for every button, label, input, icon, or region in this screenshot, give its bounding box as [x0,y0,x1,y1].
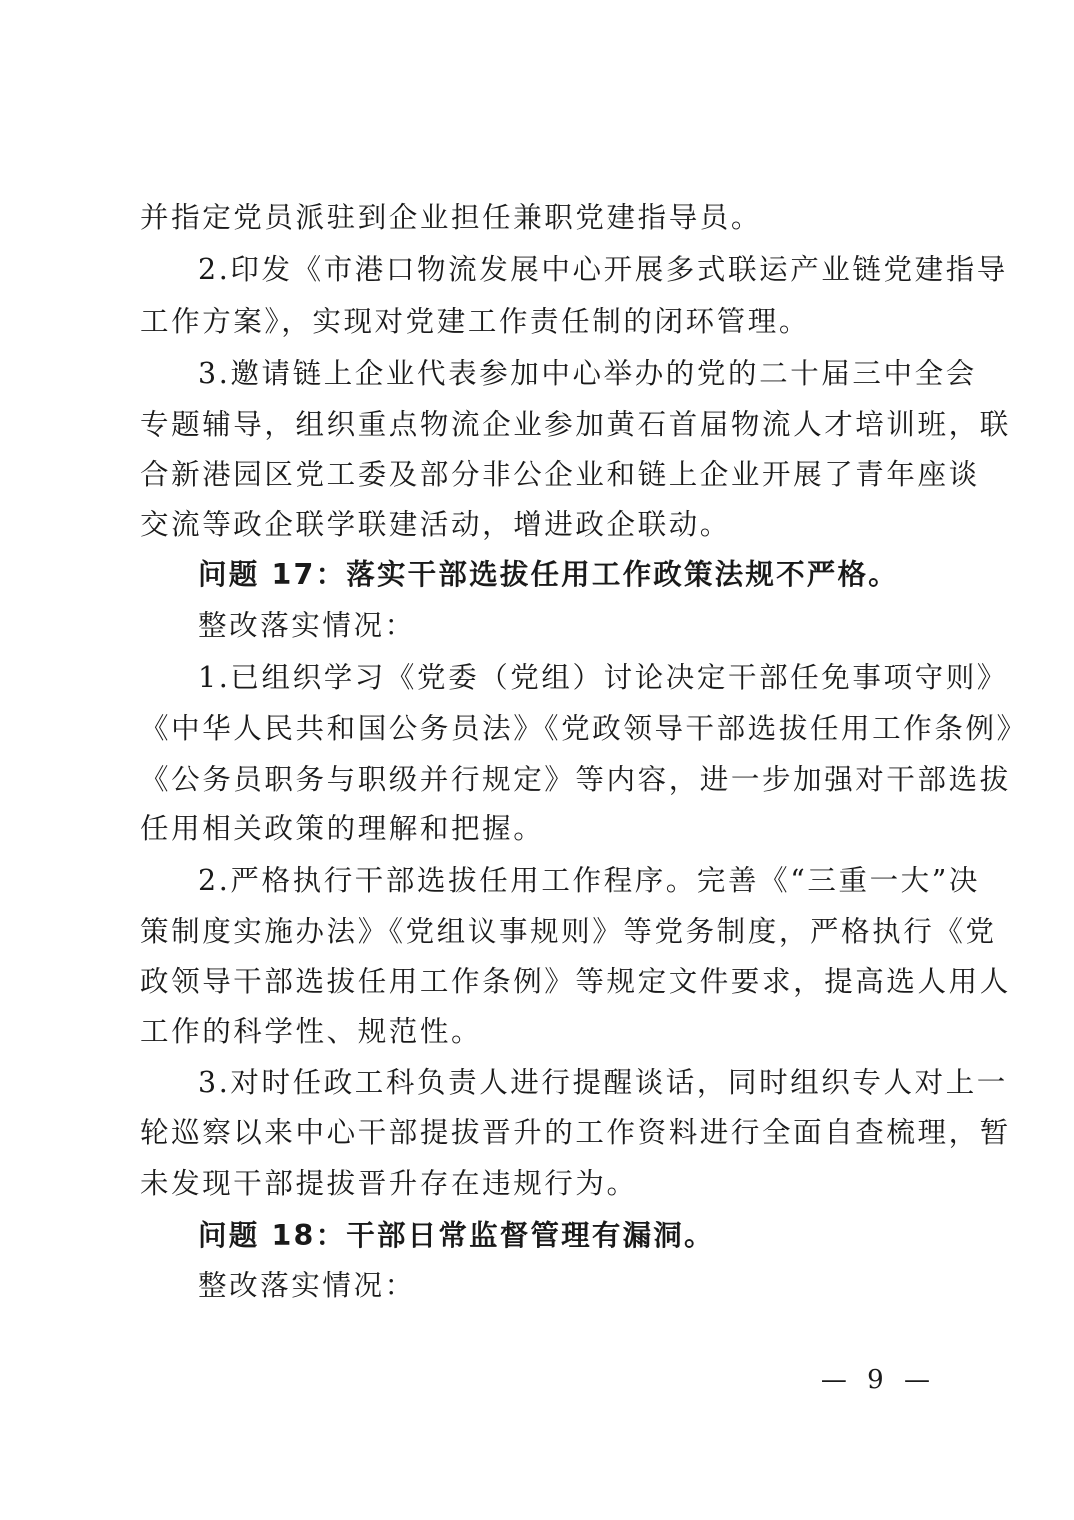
body-text-line: 专题辅导，组织重点物流企业参加黄石首届物流人才培训班，联 [140,408,1011,441]
body-text-line: 轮巡察以来中心干部提拔晋升的工作资料进行全面自查梳理，暂 [140,1116,1011,1149]
section-heading: 问题 18：干部日常监督管理有漏洞。 [198,1219,715,1252]
body-text-line: 政领导干部选拔任用工作条例》等规定文件要求，提高选人用人 [140,965,1011,998]
section-heading: 问题 17：落实干部选拔任用工作政策法规不严格。 [198,558,899,591]
body-text-line: 未发现干部提拔晋升存在违规行为。 [140,1167,638,1200]
list-item-line: 1.已组织学习《党委（党组）讨论决定干部任免事项守则》 [198,661,1008,694]
subheading-line: 整改落实情况： [198,1269,416,1302]
body-text-line: 并指定党员派驻到企业担任兼职党建指导员。 [140,201,763,234]
list-item-line: 2.严格执行干部选拔任用工作程序。完善《“三重一大”决 [198,864,981,897]
list-item-line: 3.对时任政工科负责人进行提醒谈话，同时组织专人对上一 [198,1066,1008,1099]
subheading-line: 整改落实情况： [198,609,416,642]
body-text-line: 策制度实施办法》《党组议事规则》等党务制度，严格执行《党 [140,915,997,948]
page-number: — 9 — [820,1365,936,1395]
list-item-line: 2.印发《市港口物流发展中心开展多式联运产业链党建指导 [198,253,1008,286]
body-text-line: 任用相关政策的理解和把握。 [140,812,545,845]
body-text-line: 工作方案》，实现对党建工作责任制的闭环管理。 [140,305,810,338]
body-text-line: 《中华人民共和国公务员法》《党政领导干部选拔任用工作条例》 [140,712,1028,745]
body-text-line: 《公务员职务与职级并行规定》等内容，进一步加强对干部选拔 [140,763,1011,796]
body-text-line: 交流等政企联学联建活动，增进政企联动。 [140,508,731,541]
body-text-line: 工作的科学性、规范性。 [140,1015,483,1048]
list-item-line: 3.邀请链上企业代表参加中心举办的党的二十届三中全会 [198,357,977,390]
body-text-line: 合新港园区党工委及部分非公企业和链上企业开展了青年座谈 [140,458,980,491]
